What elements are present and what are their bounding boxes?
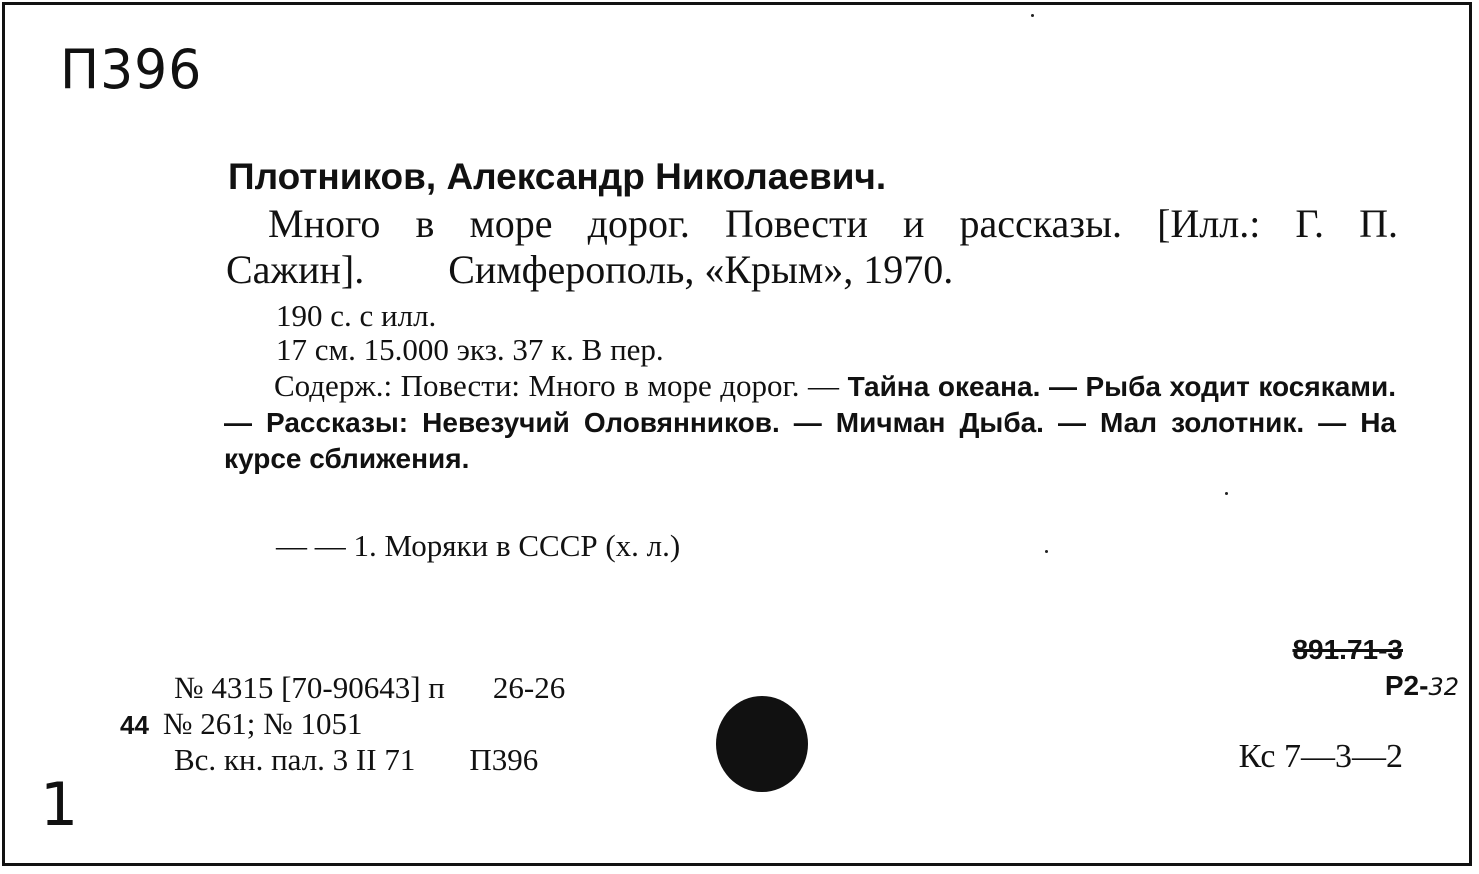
title-continuation: Сажин]. bbox=[226, 247, 365, 292]
price-code: 26-26 bbox=[492, 670, 566, 705]
catalog-line-1 bbox=[174, 672, 565, 703]
subject-tracing: — — 1. Моряки в СССР (х. л.) bbox=[276, 528, 681, 563]
ink-speck bbox=[1225, 492, 1228, 495]
catalog-numbers: № 261; № 1051 bbox=[162, 706, 363, 741]
punch-hole bbox=[716, 696, 808, 792]
contents-note bbox=[224, 368, 1396, 476]
registration-number: № 4315 [70-90643] п bbox=[174, 670, 445, 705]
class-index: Р2- bbox=[1384, 670, 1429, 701]
book-chamber-note: Вс. кн. пал. 3 II 71 bbox=[174, 742, 416, 777]
author-heading: Плотников, Александр Николаевич. bbox=[228, 156, 887, 197]
classification-line-3: Кс 7—3—2 bbox=[1238, 738, 1403, 775]
handwritten-class-digits: 32 bbox=[1428, 673, 1459, 701]
catalog-prefix-number: 44 bbox=[120, 710, 149, 740]
classification-line-2 bbox=[1385, 672, 1459, 700]
physical-description-2: 17 см. 15.000 экз. 37 к. В пер. bbox=[276, 332, 664, 367]
physical-description-1: 190 с. с илл. bbox=[276, 298, 437, 333]
title-line-1: Много в море дорог. Повести и рассказы. [Илл.: Г. П. bbox=[268, 201, 1398, 246]
ink-speck bbox=[1031, 14, 1034, 17]
printed-call-number: П396 bbox=[469, 742, 539, 777]
imprint: Симферополь, «Крым», 1970. bbox=[448, 247, 954, 292]
call-number-handwritten: П396 bbox=[60, 38, 203, 102]
title-line-2 bbox=[226, 247, 954, 292]
struck-class-number: 891.71-3 bbox=[1292, 634, 1403, 665]
catalog-line-3 bbox=[174, 744, 538, 775]
copy-mark-handwritten: 1 bbox=[40, 770, 79, 840]
contents-lead: Содерж.: Повести: Много в море дорог. — bbox=[274, 368, 840, 403]
ink-speck bbox=[1045, 550, 1048, 553]
classification-struck bbox=[1292, 636, 1403, 664]
contents-list: Тайна океана. — Рыба ходит косяками. — Рассказы: Невезучий Оловянников. — Мичман Дыба. — Мал золотник. — На курсе сближения. bbox=[224, 371, 1396, 474]
catalog-line-2 bbox=[120, 708, 362, 739]
